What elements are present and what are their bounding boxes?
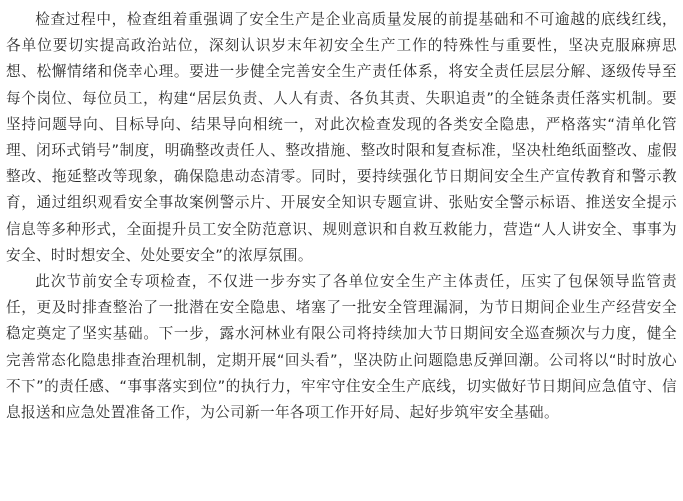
paragraph: 此次节前安全专项检查，不仅进一步夯实了各单位安全生产主体责任，压实了包保领导监管责任，更及时排查整治了一批潜在安全隐患、堵塞了一批安全管理漏洞，为节日期间企业生产经营安全稳定奠定了坚实基础。下一步，露水河林业有限公司将持续加大节日期间安全巡查频次与力度，健全完善常态化隐患排查治理机制，定期开展“回头看”，坚决防止问题隐患反弹回潮。公司将以“时时放心不下”的责任感、“事事落实到位”的执行力，牢牢守住安全生产底线，切实做好节日期间应急值守、信息报送和应急处置准备工作，为公司新一年各项工作开好局、起好步筑牢安全基础。 <box>6 273 677 422</box>
paragraph: 检查过程中，检查组着重强调了安全生产是企业高质量发展的前提基础和不可逾越的底线红线，各单位要切实提高政治站位，深刻认识岁末年初安全生产工作的特殊性与重要性，坚决克服麻痹思想、松懈情绪和侥幸心理。要进一步健全完善安全生产责任体系，将安全责任层层分解、逐级传导至每个岗位、每位员工，构建“居层负责、人人有责、各负其责、失职追责”的全链条责任落实机制。要坚持问题导向、目标导向、结果导向相统一，对此次检查发现的各类安全隐患，严格落实“清单化管理、闭环式销号”制度，明确整改责任人、整改措施、整改时限和复查标准，坚决杜绝纸面整改、虚假整改、拖延整改等现象，确保隐患动态清零。同时，要持续强化节日期间安全生产宣传教育和警示教育，通过组织观看安全事故案例警示片、开展安全知识专题宣讲、张贴安全警示标语、推送安全提示信息等多种形式，全面提升员工安全防范意识、规则意识和自救互救能力，营造“人人讲安全、事事为安全、时时想安全、处处要安全”的浓厚氛围。 <box>6 11 677 264</box>
